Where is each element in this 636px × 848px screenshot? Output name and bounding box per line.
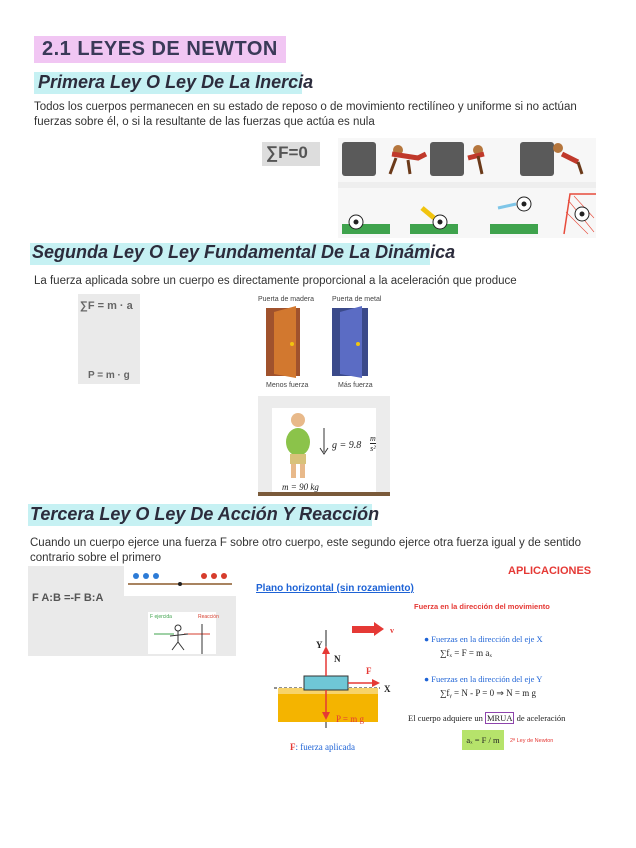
door-wood-label: Puerta de madera: [258, 296, 315, 303]
law3-text: Cuando un cuerpo ejerce una fuerza F sobre otro cuerpo, este segundo ejerce otra fuerza igual y de sentido contrario sobre el primero: [30, 537, 582, 564]
applied-force-legend: [290, 742, 355, 752]
gravity-unit-den: s²: [370, 444, 376, 453]
law1-formula-box: [262, 142, 320, 166]
law3-heading: Tercera Ley O Ley De Acción Y Reacción: [30, 504, 380, 524]
bullet-y: ● Fuerzas en la dirección del eje Y: [424, 674, 543, 684]
tug-of-war-illustration: [124, 566, 236, 596]
applications-title: APLICACIONES: [508, 565, 592, 577]
mini-label-left: F ejercida: [150, 614, 172, 620]
inertia-illustration: [338, 138, 596, 238]
bullet-y-text: Fuerzas en la dirección del eje Y: [431, 674, 543, 684]
axis-x-label: X: [384, 684, 391, 694]
mrua-sentence: [408, 713, 565, 723]
mini-label-right: Reacción: [198, 614, 219, 620]
door-metal-label: Puerta de metal: [332, 296, 382, 303]
bullet-x: ● Fuerzas en la dirección del eje X: [424, 634, 543, 644]
law2-formula-bottom: P = m · g: [88, 370, 130, 381]
horizontal-plane-diagram: [254, 618, 404, 758]
law3-figure-box: [28, 566, 236, 656]
acceleration-formula: aₓ = F / m: [462, 730, 504, 750]
force-direction-label: Fuerza en la dirección del movimiento: [414, 602, 550, 611]
gravity-unit-num: m: [370, 434, 376, 443]
applied-force-label: F: [366, 666, 372, 676]
gravity-value: g = 9.8: [332, 440, 362, 451]
action-reaction-illustration: [148, 620, 216, 654]
law2-formula-top: ∑F = m · a: [80, 300, 133, 312]
law-reference: 2ª Ley de Newton: [510, 738, 554, 744]
law1-formula: ∑F=0: [266, 143, 308, 162]
page-title: 2.1 LEYES DE NEWTON: [34, 36, 286, 63]
bullet-x-text: Fuerzas en la dirección del eje X: [431, 634, 543, 644]
velocity-label: v: [390, 626, 394, 635]
mrua-post: de aceleración: [516, 713, 566, 723]
law1-text: Todos los cuerpos permanecen en su estado de reposo o de movimiento rectilíneo y uniforme si no actúan fuerzas sobre él, o si la resultante de las fuerzas que actúa es nula: [34, 101, 577, 128]
mass-label: m = 90 kg: [282, 482, 319, 492]
equation-x: ∑fₓ = F = m aₓ: [440, 648, 493, 658]
applied-force-legend-symbol: F: [290, 742, 296, 752]
applications-subtitle: Plano horizontal (sin rozamiento): [256, 583, 414, 594]
axis-y-label: Y: [316, 640, 323, 650]
weight-figure: [258, 396, 390, 496]
law1-heading: Primera Ley O Ley De La Inercia: [38, 72, 314, 92]
equation-y: ∑fᵧ = N - P = 0 ⇒ N = m g: [440, 688, 536, 698]
law2-text: La fuerza aplicada sobre un cuerpo es directamente proporcional a la aceleración que produce: [34, 275, 517, 287]
weight-force-label: P = m g: [336, 714, 364, 724]
law2-formula-box: [78, 294, 140, 384]
normal-force-label: N: [334, 654, 341, 664]
more-force-label: Más fuerza: [338, 382, 373, 389]
mrua-pre: El cuerpo adquiere un: [408, 713, 483, 723]
law2-heading: Segunda Ley O Ley Fundamental De La Dinámica: [32, 242, 456, 262]
doors-illustration: [260, 304, 380, 380]
less-force-label: Menos fuerza: [266, 382, 309, 389]
applied-force-legend-text: : fuerza aplicada: [295, 742, 355, 752]
law3-formula: F A:B =-F B:A: [32, 592, 104, 604]
mrua-term: MRUA: [486, 713, 513, 723]
